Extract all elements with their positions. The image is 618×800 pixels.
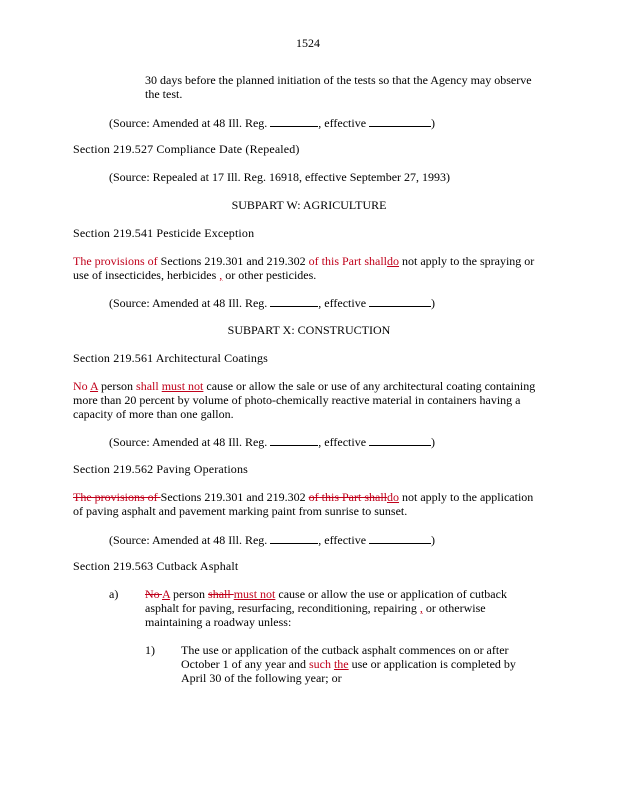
continuation-line-1: 30 days before the planned initiation of the tests so that the Agency may observe [145,73,532,87]
blank-line [369,295,431,307]
section-219-541-heading: Section 219.541 Pesticide Exception [73,226,255,240]
blank-line [270,115,318,127]
blank-line [369,532,431,544]
s561-line-1: No A person shall must not cause or allow the sale or use of any architectural coating containing [73,379,536,393]
subpart-x-title: SUBPART X: CONSTRUCTION [227,323,391,337]
s562-line-1: The provisions of Sections 219.301 and 219.302 of this Part shalldo not apply to the application [73,490,534,504]
s541-line-2: use of insecticides, herbicides , or other pesticides. [73,268,317,282]
source-note-1: (Source: Amended at 48 Ill. Reg. , effective ) [109,116,436,130]
blank-line [369,115,431,127]
source-note-527: (Source: Repealed at 17 Ill. Reg. 16918, effective September 27, 1993) [109,170,451,184]
section-219-527-heading: Section 219.527 Compliance Date (Repealed) [73,142,300,156]
subpart-w-title: SUBPART W: AGRICULTURE [231,198,387,212]
s562-line-2: of paving asphalt and pavement marking paint from sunrise to sunset. [73,504,408,518]
section-219-563-heading: Section 219.563 Cutback Asphalt [73,559,239,573]
s563a-label: a) [109,587,119,601]
s563a1-line-2: October 1 of any year and such the use or application is completed by [181,657,516,671]
blank-line [369,434,431,446]
source-note-2: (Source: Amended at 48 Ill. Reg. , effective ) [109,296,436,310]
source-note-4: (Source: Amended at 48 Ill. Reg. , effective ) [109,533,436,547]
s561-line-3: capacity of more than one gallon. [73,407,234,421]
section-219-561-heading: Section 219.561 Architectural Coatings [73,351,268,365]
source-note-3: (Source: Amended at 48 Ill. Reg. , effective ) [109,435,436,449]
s541-line-1: The provisions of Sections 219.301 and 219.302 of this Part shalldo not apply to the spraying or [73,254,535,268]
s563a1-line-1: The use or application of the cutback asphalt commences on or after [181,643,509,657]
s563a1-line-3: April 30 of the following year; or [181,671,342,685]
section-219-562-heading: Section 219.562 Paving Operations [73,462,248,476]
s563a-line-1: No A person shall must not cause or allow the use or application of cutback [145,587,507,601]
s561-line-2: more than 20 percent by volume of photo-chemically reactive material in containers having a [73,393,521,407]
blank-line [270,532,318,544]
s563a-line-2: asphalt for paving, resurfacing, reconditioning, repairing , or otherwise [145,601,486,615]
s563a1-label: 1) [145,643,155,657]
page-number: 1524 [296,36,320,50]
s563a-line-3: maintaining a roadway unless: [145,615,292,629]
blank-line [270,295,318,307]
blank-line [270,434,318,446]
continuation-line-2: the test. [145,87,183,101]
